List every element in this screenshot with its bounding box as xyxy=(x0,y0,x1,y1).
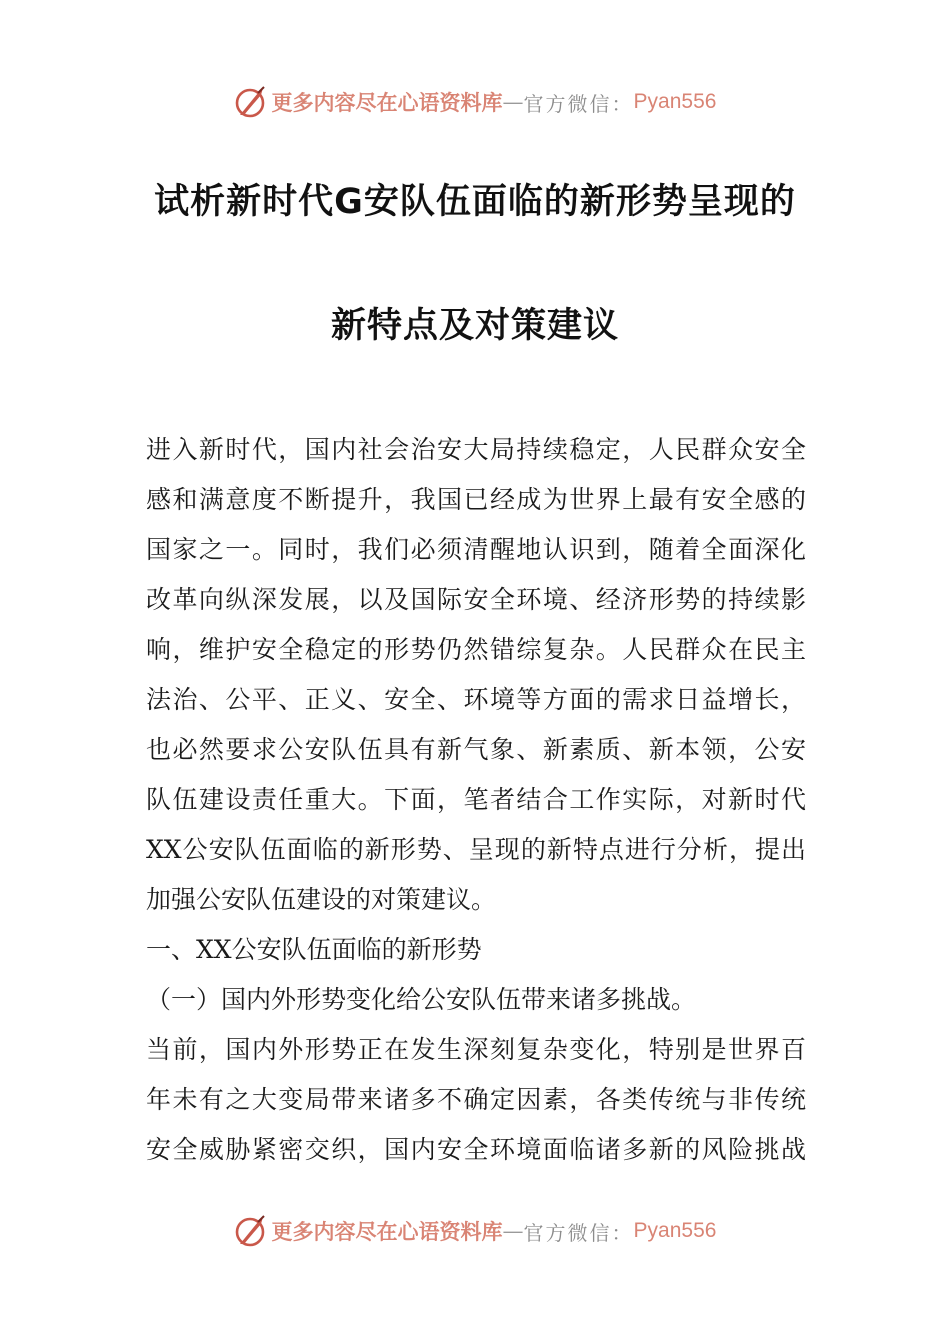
header-banner xyxy=(0,82,950,122)
subsection-heading: （一）国内外形势变化给公安队伍带来诸多挑战。 xyxy=(146,985,697,1014)
body-line: 法治、公平、正义、安全、环境等方面的需求日益增长， xyxy=(146,685,806,714)
body-line: 安全威胁紧密交织，国内安全环境面临诸多新的风险挑战 xyxy=(146,1135,806,1164)
body-line: 年未有之大变局带来诸多不确定因素，各类传统与非传统 xyxy=(146,1085,806,1114)
footer-banner xyxy=(0,1211,950,1251)
body-line: 响，维护安全稳定的形势仍然错综复杂。人民群众在民主 xyxy=(146,635,806,664)
banner-wechat-label: 官方微信： xyxy=(523,91,634,116)
document-body xyxy=(146,425,806,1175)
document-title-line-2: 新特点及对策建议 xyxy=(330,306,619,346)
body-line: 加强公安队伍建设的对策建议。 xyxy=(146,885,497,914)
banner-separator: — xyxy=(502,1219,524,1243)
body-line: 队伍建设责任重大。下面，笔者结合工作实际，对新时代 xyxy=(146,785,806,814)
section-heading: 一、XX公安队伍面临的新形势 xyxy=(146,935,482,964)
banner-wechat-label: 官方微信： xyxy=(523,1220,634,1245)
body-line: XX公安队伍面临的新形势、呈现的新特点进行分析，提出 xyxy=(146,835,806,864)
quill-pen-logo-icon xyxy=(234,1214,268,1248)
body-line: 也必然要求公安队伍具有新气象、新素质、新本领，公安 xyxy=(146,735,806,764)
quill-pen-logo-icon xyxy=(234,85,268,119)
body-line: 当前，国内外形势正在发生深刻复杂变化，特别是世界百 xyxy=(146,1035,806,1064)
document-title-line-1: 试析新时代G安队伍面临的新形势呈现的 xyxy=(154,182,796,222)
banner-brand-text: 更多内容尽在心语资料库 xyxy=(271,90,503,115)
body-line: 国家之一。同时，我们必须清醒地认识到，随着全面深化 xyxy=(146,535,806,564)
body-line: 进入新时代，国内社会治安大局持续稳定，人民群众安全 xyxy=(146,435,806,464)
banner-separator: — xyxy=(502,90,524,114)
banner-wechat-id: Pyan556 xyxy=(633,1219,717,1242)
banner-brand-text: 更多内容尽在心语资料库 xyxy=(271,1219,503,1244)
banner-wechat-id: Pyan556 xyxy=(633,90,717,113)
body-line: 感和满意度不断提升，我国已经成为世界上最有安全感的 xyxy=(146,485,806,514)
body-line: 改革向纵深发展，以及国际安全环境、经济形势的持续影 xyxy=(146,585,806,614)
